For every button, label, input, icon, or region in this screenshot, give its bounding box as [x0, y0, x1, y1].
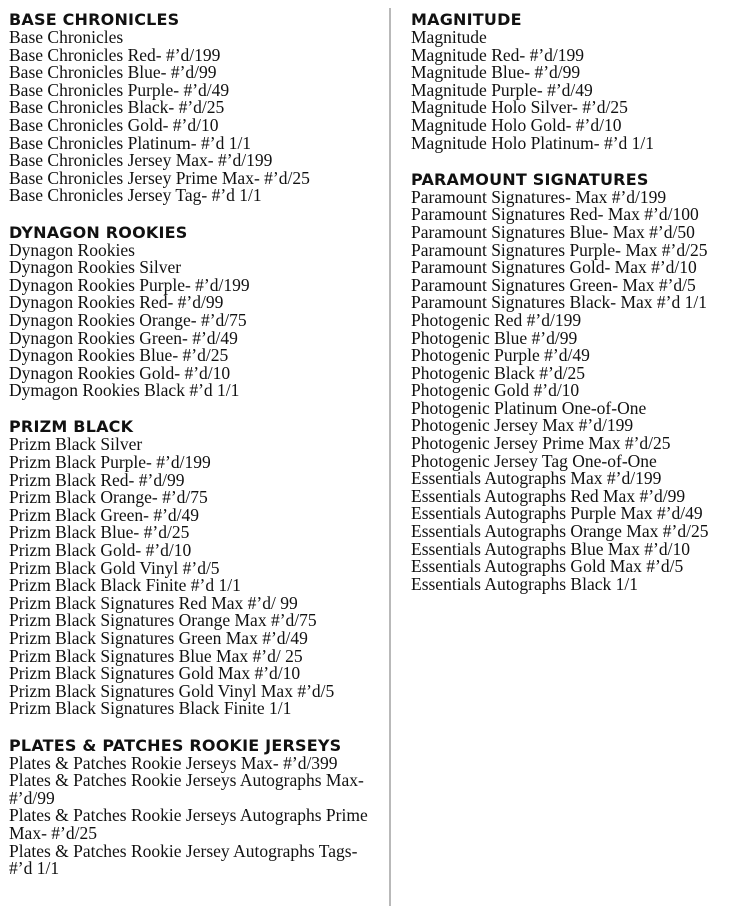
checklist-item: Photogenic Black #’d/25 [411, 362, 586, 383]
checklist-item: Prizm Black Blue- #’d/25 [9, 522, 190, 543]
checklist-item: Base Chronicles Red- #’d/199 [9, 44, 221, 65]
checklist-item: Prizm Black Signatures Blue Max #’d/ 25 [9, 645, 303, 666]
column-divider [389, 8, 391, 906]
checklist-item: Magnitude Holo Silver- #’d/25 [411, 97, 628, 118]
section-title: PARAMOUNT SIGNATURES [411, 169, 649, 189]
checklist-item: Essentials Autographs Max #’d/199 [411, 468, 662, 489]
right-column [411, 10, 746, 611]
checklist-item: Base Chronicles Jersey Tag- #’d 1/1 [9, 185, 262, 206]
checklist-item: Magnitude Holo Gold- #’d/10 [411, 114, 622, 135]
checklist-item: Prizm Black Silver [9, 434, 143, 455]
checklist-item: Paramount Signatures Blue- Max #’d/50 [411, 221, 695, 242]
checklist-item: Photogenic Jersey Prime Max #’d/25 [411, 433, 671, 454]
checklist-section [9, 417, 384, 718]
checklist-item: Dynagon Rookies Gold- #’d/10 [9, 362, 231, 383]
checklist-item: Magnitude [411, 27, 487, 47]
checklist-item: Prizm Black Orange- #’d/75 [9, 487, 208, 508]
checklist-item: Plates & Patches Rookie Jerseys Max- #’d/399 [9, 752, 338, 773]
checklist-item: Prizm Black Gold- #’d/10 [9, 540, 192, 561]
checklist-item: Dynagon Rookies Red- #’d/99 [9, 292, 224, 313]
checklist-item: Photogenic Jersey Max #’d/199 [411, 415, 634, 436]
checklist-item: Photogenic Red #’d/199 [411, 309, 582, 330]
checklist-item: Prizm Black Black Finite #’d 1/1 [9, 575, 241, 596]
checklist-item: Paramount Signatures Black- Max #’d 1/1 [411, 292, 707, 313]
checklist-item: Prizm Black Red- #’d/99 [9, 469, 185, 490]
checklist-item: Base Chronicles Gold- #’d/10 [9, 114, 219, 135]
section-title: PLATES & PATCHES ROOKIE JERSEYS [9, 735, 342, 755]
checklist-item: Prizm Black Signatures Red Max #’d/ 99 [9, 592, 298, 613]
checklist-section [9, 10, 384, 205]
checklist-item: Dynagon Rookies [9, 239, 135, 260]
checklist-item: Prizm Black Signatures Gold Vinyl Max #’d/5 [9, 680, 335, 701]
checklist-item: Base Chronicles Purple- #’d/49 [9, 79, 230, 100]
checklist-item: Prizm Black Gold Vinyl #’d/5 [9, 557, 220, 578]
checklist-item: Dynagon Rookies Green- #’d/49 [9, 327, 238, 348]
checklist-section [411, 10, 746, 152]
checklist-item: Paramount Signatures Gold- Max #’d/10 [411, 257, 697, 278]
checklist-item: Magnitude Blue- #’d/99 [411, 62, 581, 83]
checklist-item: Magnitude Red- #’d/199 [411, 44, 585, 65]
checklist-item: Paramount Signatures- Max #’d/199 [411, 186, 667, 207]
checklist-item: Photogenic Jersey Tag One-of-One [411, 450, 657, 471]
checklist-item: Magnitude Holo Platinum- #’d 1/1 [411, 132, 655, 153]
checklist-item: Photogenic Blue #’d/99 [411, 327, 578, 348]
section-title: PRIZM BLACK [9, 417, 134, 437]
checklist-item: Base Chronicles Black- #’d/25 [9, 97, 225, 118]
checklist-item: Essentials Autographs Black 1/1 [411, 573, 638, 594]
checklist-item: Plates & Patches Rookie Jerseys Autographs Max- #’d/99 [9, 770, 364, 808]
checklist-item: Paramount Signatures Purple- Max #’d/25 [411, 239, 708, 260]
checklist-item: Base Chronicles Jersey Prime Max- #’d/25 [9, 167, 310, 188]
left-column [9, 10, 384, 895]
checklist-item: Photogenic Purple #’d/49 [411, 345, 590, 366]
checklist-section [411, 170, 746, 594]
checklist-item: Essentials Autographs Red Max #’d/99 [411, 485, 686, 506]
checklist-item: Prizm Black Signatures Orange Max #’d/75 [9, 610, 317, 631]
checklist-item: Plates & Patches Rookie Jersey Autographs Tags- #’d 1/1 [9, 840, 358, 879]
checklist-section [9, 223, 384, 400]
checklist-item: Base Chronicles Blue- #’d/99 [9, 62, 217, 83]
checklist-item: Essentials Autographs Gold Max #’d/5 [411, 556, 684, 577]
checklist-item: Paramount Signatures Red- Max #’d/100 [411, 204, 699, 225]
checklist-item: Prizm Black Signatures Black Finite 1/1 [9, 698, 292, 719]
checklist-item: Prizm Black Signatures Gold Max #’d/10 [9, 663, 301, 684]
section-title: MAGNITUDE [411, 10, 522, 29]
checklist-item: Dynagon Rookies Purple- #’d/199 [9, 274, 250, 295]
checklist-item: Base Chronicles Jersey Max- #’d/199 [9, 150, 273, 171]
checklist-item: Photogenic Platinum One-of-One [411, 397, 647, 418]
section-title: DYNAGON ROOKIES [9, 222, 188, 242]
checklist-item: Prizm Black Purple- #’d/199 [9, 452, 211, 473]
checklist-item: Dynagon Rookies Silver [9, 257, 182, 278]
checklist-item: Photogenic Gold #’d/10 [411, 380, 580, 401]
checklist-item: Prizm Black Signatures Green Max #’d/49 [9, 628, 308, 648]
checklist-item: Paramount Signatures Green- Max #’d/5 [411, 274, 696, 295]
checklist-item: Essentials Autographs Purple Max #’d/49 [411, 503, 703, 524]
checklist-item: Base Chronicles Platinum- #’d 1/1 [9, 132, 252, 153]
checklist-item: Magnitude Purple- #’d/49 [411, 79, 593, 100]
section-title: BASE CHRONICLES [9, 10, 180, 29]
checklist-item: Essentials Autographs Orange Max #’d/25 [411, 521, 709, 542]
checklist-item: Dynagon Rookies Orange- #’d/75 [9, 309, 247, 330]
checklist-item: Essentials Autographs Blue Max #’d/10 [411, 538, 691, 559]
checklist-item: Dymagon Rookies Black #’d 1/1 [9, 380, 240, 401]
checklist-item: Dynagon Rookies Blue- #’d/25 [9, 345, 229, 366]
checklist-item: Base Chronicles [9, 27, 124, 47]
checklist-item: Plates & Patches Rookie Jerseys Autographs Prime Max- #’d/25 [9, 805, 368, 843]
checklist-section [9, 736, 384, 878]
checklist-item: Prizm Black Green- #’d/49 [9, 504, 200, 525]
